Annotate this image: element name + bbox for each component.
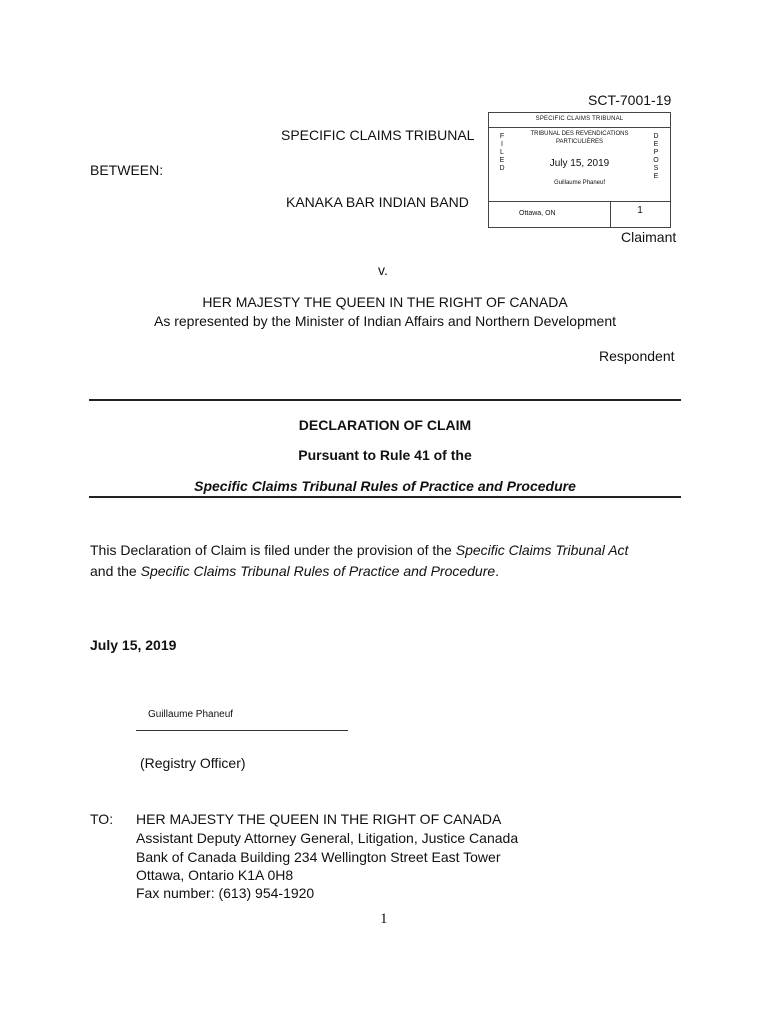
page-number: 1 (380, 911, 388, 927)
addressee-line1: HER MAJESTY THE QUEEN IN THE RIGHT OF CANADA (136, 811, 502, 827)
claimant-name: KANAKA BAR INDIAN BAND (286, 194, 469, 210)
stamp-filed-letters: F I L E D (499, 133, 505, 172)
addressee-line3: Bank of Canada Building 234 Wellington Street East Tower (136, 849, 501, 865)
filed-stamp (488, 112, 671, 228)
stamp-header: SPECIFIC CLAIMS TRIBUNAL (489, 113, 670, 128)
signature-line (136, 730, 348, 731)
stamp-number: 1 (637, 205, 643, 216)
stamp-french-title: TRIBUNAL DES REVENDICATIONS PARTICULIÈRES (530, 131, 629, 145)
stamp-date: July 15, 2019 (549, 158, 610, 169)
addressee-line5: Fax number: (613) 954-1920 (136, 885, 315, 901)
stamp-footer (489, 201, 670, 227)
stamp-depose-letters: D E P O S E (653, 133, 659, 180)
to-label: TO: (90, 811, 114, 827)
rules-title: Specific Claims Tribunal Rules of Practice and Procedure (194, 478, 576, 494)
body-paragraph-line1: This Declaration of Claim is filed under the provision of the Specific Claims Tribunal Act (90, 542, 629, 558)
title-rule-bottom (89, 496, 681, 498)
pursuant-line: Pursuant to Rule 41 of the (298, 447, 472, 463)
tribunal-name: SPECIFIC CLAIMS TRIBUNAL (281, 127, 475, 143)
addressee-line4: Ottawa, Ontario K1A 0H8 (136, 867, 294, 883)
registry-signature: Guillaume Phaneuf (148, 709, 234, 720)
addressee-line2: Assistant Deputy Attorney General, Litigation, Justice Canada (136, 830, 519, 846)
respondent-label: Respondent (599, 348, 675, 364)
respondent-representative: As represented by the Minister of Indian Affairs and Northern Development (154, 313, 616, 329)
filing-date: July 15, 2019 (90, 637, 177, 653)
stamp-city: Ottawa, ON (519, 210, 556, 217)
between-label: BETWEEN: (90, 162, 164, 178)
stamp-signature: Guillaume Phaneuf (553, 180, 606, 186)
title-rule-top (89, 399, 681, 401)
document-title: DECLARATION OF CLAIM (298, 417, 472, 433)
claimant-label: Claimant (621, 229, 677, 245)
body-paragraph-line2: and the Specific Claims Tribunal Rules of Practice and Procedure. (90, 563, 500, 579)
file-number: SCT-7001-19 (588, 92, 672, 108)
respondent-name: HER MAJESTY THE QUEEN IN THE RIGHT OF CANADA (202, 294, 568, 310)
versus: v. (378, 262, 388, 278)
registry-officer-label: (Registry Officer) (140, 755, 246, 771)
